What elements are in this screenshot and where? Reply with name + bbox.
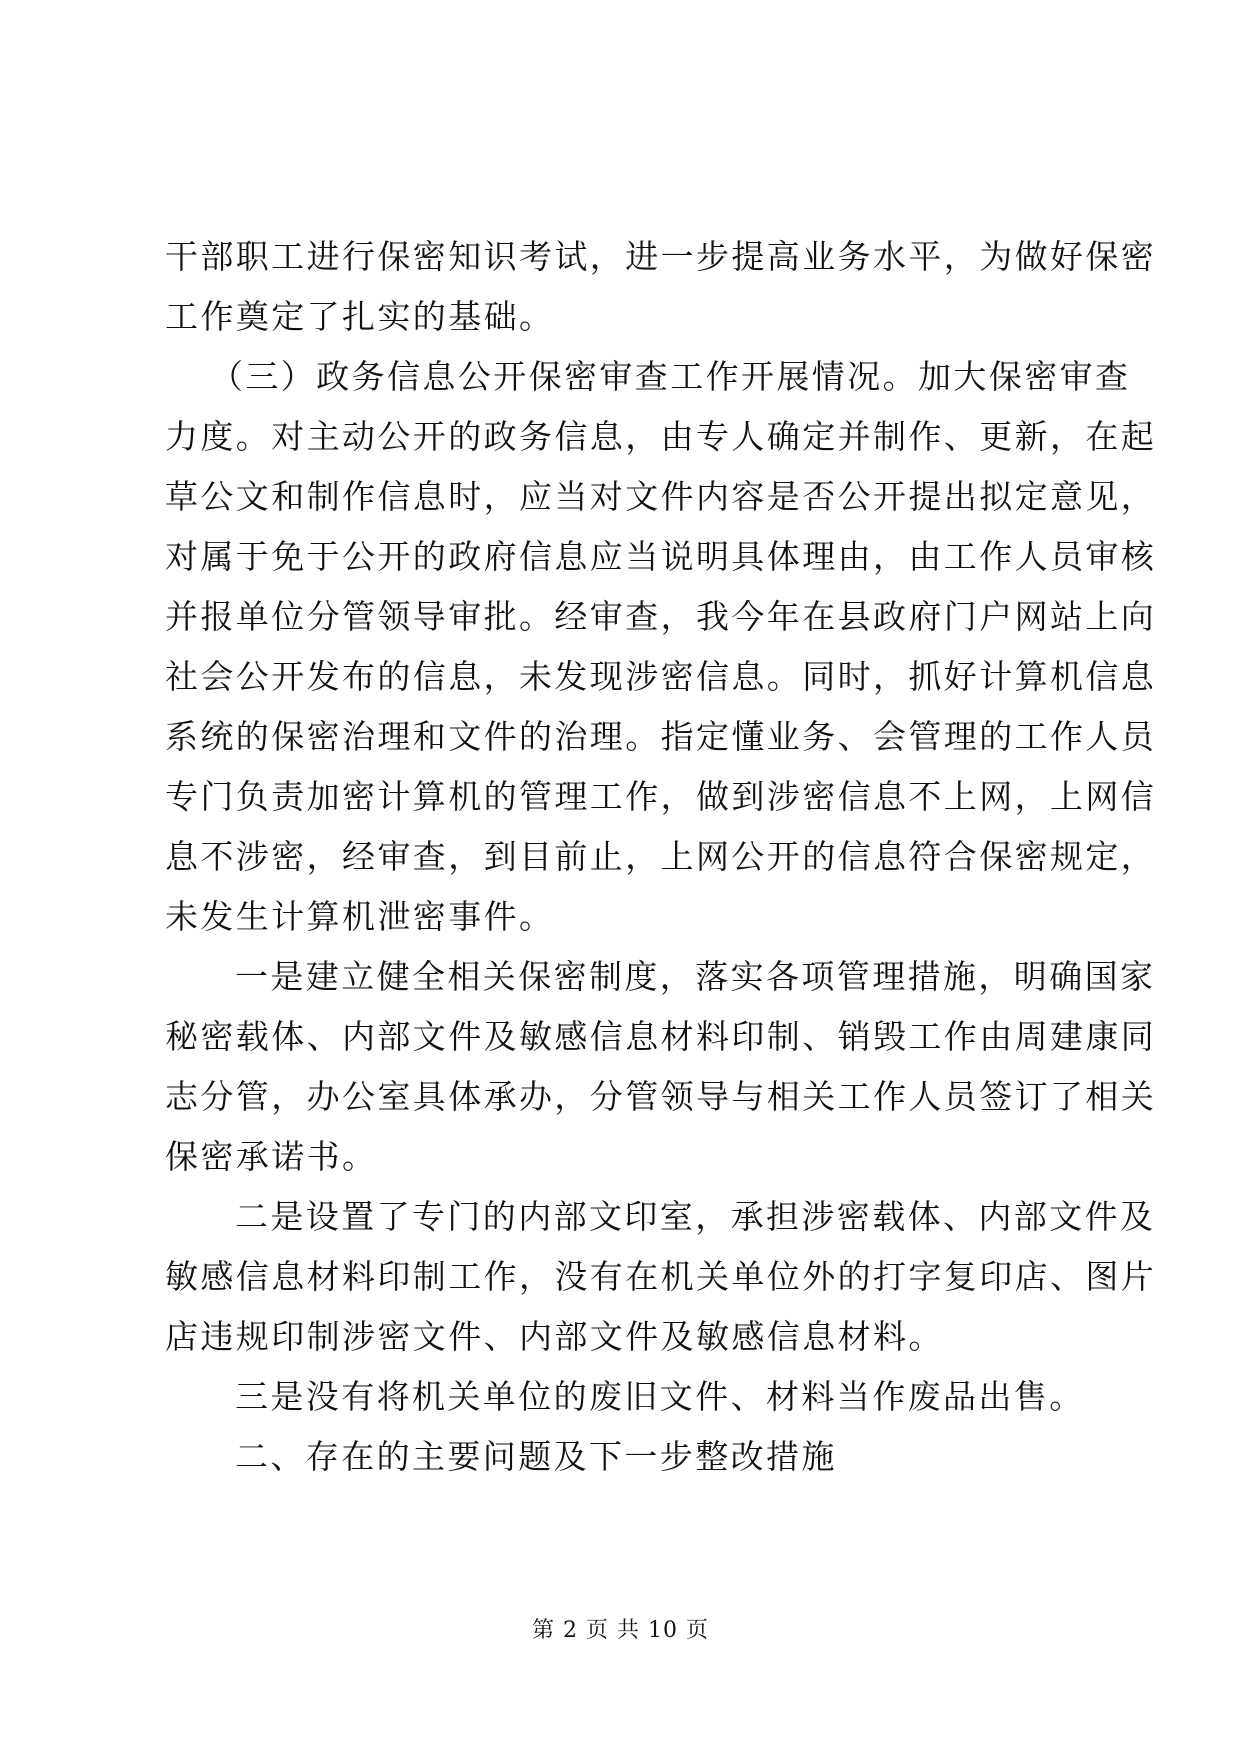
text-line: 三是没有将机关单位的废旧文件、材料当作废品出售。 (235, 1377, 1085, 1416)
document-body (165, 227, 1157, 1487)
page-footer: 第 2 页 共 10 页 (532, 1618, 709, 1643)
text-line: 秘密载体、内部文件及敏感信息材料印制、销毁工作由周建康同 (165, 1017, 1157, 1056)
text-line: 一是建立健全相关保密制度，落实各项管理措施，明确国家 (235, 957, 1156, 996)
section-heading: 二、存在的主要问题及下一步整改措施 (235, 1437, 837, 1476)
text-line: （三）政务信息公开保密审查工作开展情况。加大保密审查 (210, 357, 1131, 396)
text-line: 草公文和制作信息时，应当对文件内容是否公开提出拟定意见， (165, 477, 1157, 516)
text-line: 力度。对主动公开的政务信息，由专人确定并制作、更新，在起 (165, 417, 1157, 456)
text-line: 未发生计算机泄密事件。 (165, 897, 555, 936)
text-line: 系统的保密治理和文件的治理。指定懂业务、会管理的工作人员 (165, 717, 1157, 756)
text-line: 敏感信息材料印制工作，没有在机关单位外的打字复印店、图片 (165, 1257, 1157, 1296)
text-line: 息不涉密，经审查，到目前止，上网公开的信息符合保密规定， (165, 837, 1157, 876)
text-line: 志分管，办公室具体承办，分管领导与相关工作人员签订了相关 (165, 1077, 1157, 1116)
text-line: 专门负责加密计算机的管理工作，做到涉密信息不上网，上网信 (165, 777, 1157, 816)
text-line: 对属于免于公开的政府信息应当说明具体理由，由工作人员审核 (165, 537, 1157, 576)
text-line: 干部职工进行保密知识考试，进一步提高业务水平，为做好保密 (165, 237, 1157, 276)
text-line: 二是设置了专门的内部文印室，承担涉密载体、内部文件及 (235, 1197, 1156, 1236)
text-line: 工作奠定了扎实的基础。 (165, 297, 555, 336)
text-line: 保密承诺书。 (165, 1137, 378, 1176)
text-line: 店违规印制涉密文件、内部文件及敏感信息材料。 (165, 1317, 944, 1356)
text-line: 并报单位分管领导审批。经审查，我今年在县政府门户网站上向 (165, 597, 1157, 636)
text-line: 社会公开发布的信息，未发现涉密信息。同时，抓好计算机信息 (165, 657, 1157, 696)
